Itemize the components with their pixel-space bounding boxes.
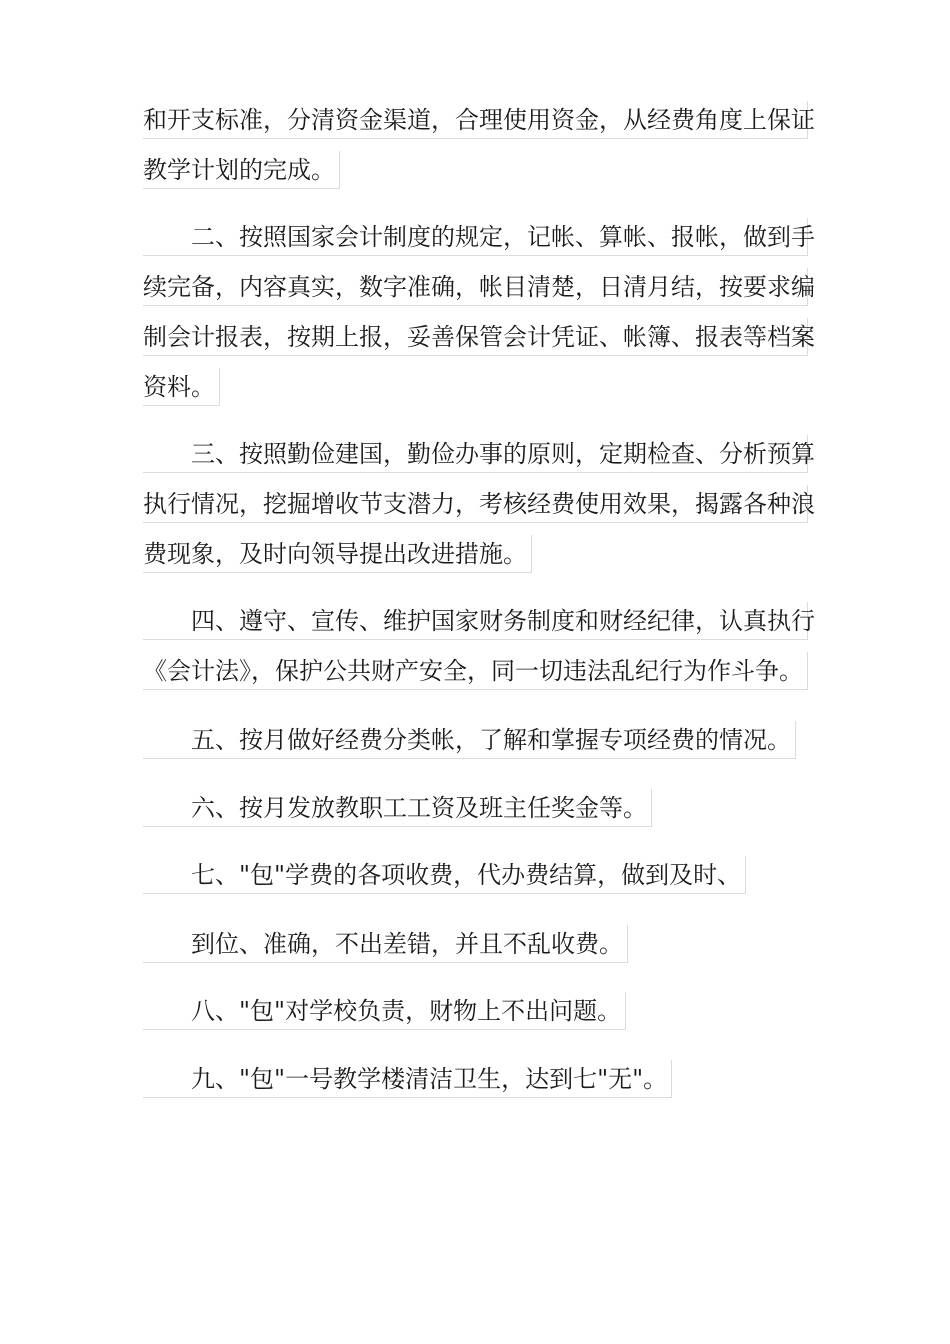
- text-line-14: 七、"包"学费的各项收费，代办费结算，做到及时、: [143, 856, 746, 894]
- text-line-6: 资料。: [143, 368, 220, 406]
- text-line-16: 八、"包"对学校负责，财物上不出问题。: [143, 992, 626, 1030]
- text-line-8: 执行情况，挖掘增收节支潜力，考核经费使用效果，揭露各种浪: [143, 485, 808, 523]
- text-line-3: 二、按照国家会计制度的规定，记帐、算帐、报帐，做到手: [143, 218, 808, 256]
- text-line-12: 五、按月做好经费分类帐，了解和掌握专项经费的情况。: [143, 721, 796, 759]
- text-line-4: 续完备，内容真实，数字准确，帐目清楚，日清月结，按要求编: [143, 268, 808, 306]
- text-line-13: 六、按月发放教职工工资及班主任奖金等。: [143, 789, 652, 827]
- text-line-10: 四、遵守、宣传、维护国家财务制度和财经纪律，认真执行: [143, 602, 808, 640]
- text-line-17: 九、"包"一号教学楼清洁卫生，达到七"无"。: [143, 1060, 672, 1098]
- text-line-15: 到位、准确，不出差错，并且不乱收费。: [143, 925, 628, 963]
- text-line-9: 费现象，及时向领导提出改进措施。: [143, 535, 532, 573]
- text-line-7: 三、按照勤俭建国，勤俭办事的原则，定期检查、分析预算: [143, 435, 808, 473]
- text-line-5: 制会计报表，按期上报，妥善保管会计凭证、帐簿、报表等档案: [143, 318, 808, 356]
- text-line-1: 和开支标准，分清资金渠道，合理使用资金，从经费角度上保证: [143, 101, 808, 139]
- text-line-2: 教学计划的完成。: [143, 151, 340, 189]
- text-line-11: 《会计法》，保护公共财产安全，同一切违法乱纪行为作斗争。: [143, 652, 808, 690]
